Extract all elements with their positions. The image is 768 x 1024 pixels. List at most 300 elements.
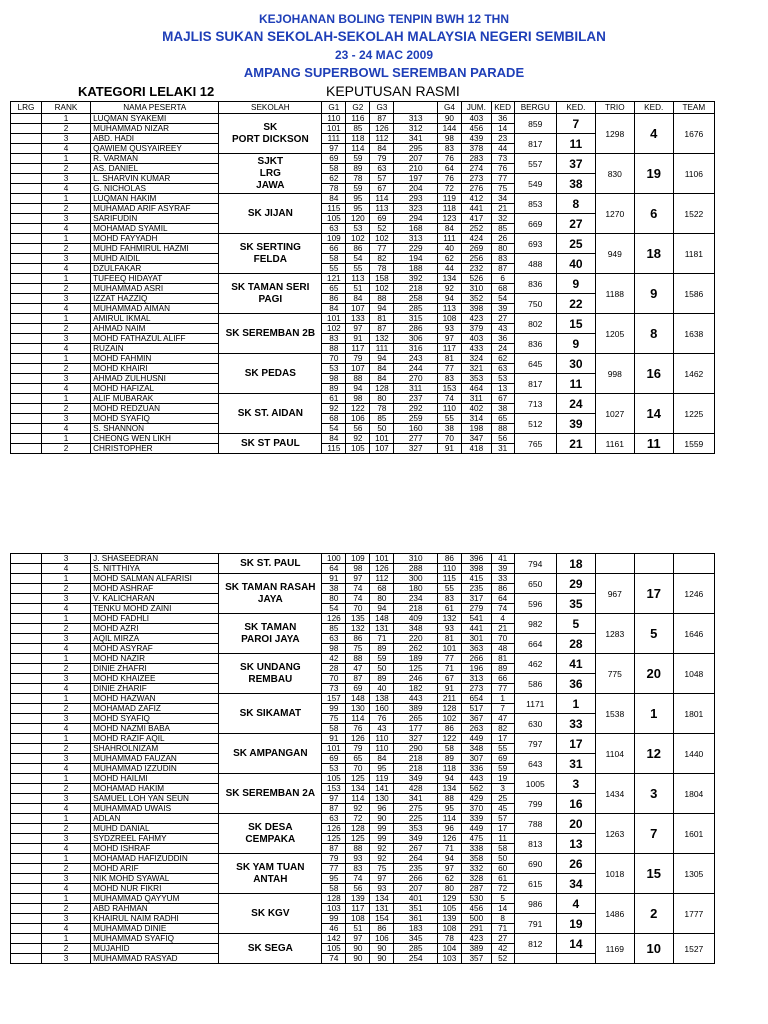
total-cell: 274 (461, 164, 491, 174)
subtotal-cell: 349 (394, 834, 437, 844)
game1-cell: 89 (322, 384, 346, 394)
total-cell: 403 (461, 114, 491, 124)
trio-rank-cell: 17 (634, 574, 673, 614)
game3-cell: 158 (370, 274, 394, 284)
game4-cell: 110 (437, 404, 461, 414)
game1-cell: 28 (322, 664, 346, 674)
player-name-cell: MUHAMMAD IZZUDIN (91, 764, 219, 774)
position-cell: 63 (491, 364, 514, 374)
game2-cell: 102 (346, 234, 370, 244)
doubles-score-cell: 817 (514, 374, 556, 394)
lane-cell (11, 654, 42, 664)
subtotal-cell: 265 (394, 714, 437, 724)
position-cell: 65 (491, 414, 514, 424)
player-name-cell: MOHD FADHLI (91, 614, 219, 624)
total-cell: 353 (461, 374, 491, 384)
school-cell: SK PEDAS (219, 354, 322, 394)
subtotal-cell: 210 (394, 164, 437, 174)
game3-cell: 160 (370, 704, 394, 714)
position-cell: 31 (491, 444, 514, 454)
doubles-score-cell: 586 (514, 674, 556, 694)
lane-cell (11, 414, 42, 424)
player-name-cell: ALIF MUBARAK (91, 394, 219, 404)
player-name-cell: MOHD FAYYADH (91, 234, 219, 244)
position-cell: 27 (491, 314, 514, 324)
game3-cell: 131 (370, 624, 394, 634)
game3-cell: 94 (370, 304, 394, 314)
game4-cell: 111 (437, 234, 461, 244)
column-header: G3 (370, 102, 394, 114)
page-break (0, 510, 768, 553)
game3-cell: 94 (370, 354, 394, 364)
rank-cell: 4 (41, 884, 90, 894)
position-cell: 36 (491, 114, 514, 124)
total-cell: 433 (461, 344, 491, 354)
game3-cell: 82 (370, 254, 394, 264)
position-cell: 77 (491, 174, 514, 184)
position-cell: 66 (491, 674, 514, 684)
player-name-cell: MUJAHID (91, 944, 219, 954)
game2-cell: 139 (346, 894, 370, 904)
subtotal-cell: 353 (394, 824, 437, 834)
subtotal-cell: 243 (394, 354, 437, 364)
game2-cell: 117 (346, 904, 370, 914)
team-score-cell: 1527 (673, 934, 714, 964)
player-name-cell: NIK MOHD SYAWAL (91, 874, 219, 884)
lane-cell (11, 764, 42, 774)
school-cell: SJKT LRG JAWA (219, 154, 322, 194)
doubles-rank-cell: 4 (556, 894, 595, 914)
lane-cell (11, 634, 42, 644)
game3-cell: 119 (370, 774, 394, 784)
trio-score-cell: 1434 (595, 774, 634, 814)
doubles-rank-cell: 25 (556, 234, 595, 254)
player-name-cell: DINIE ZHARIF (91, 684, 219, 694)
game3-cell: 90 (370, 944, 394, 954)
game3-cell: 43 (370, 724, 394, 734)
doubles-score-cell: 512 (514, 414, 556, 434)
game2-cell: 95 (346, 204, 370, 214)
player-name-cell: S. SHANNON (91, 424, 219, 434)
rank-cell: 3 (41, 374, 90, 384)
player-name-cell: ABD RAHMAN (91, 904, 219, 914)
total-cell: 310 (461, 284, 491, 294)
game1-cell: 125 (322, 834, 346, 844)
school-cell: SK UNDANG REMBAU (219, 654, 322, 694)
doubles-score-cell: 794 (514, 554, 556, 574)
doubles-score-cell: 669 (514, 214, 556, 234)
lane-cell (11, 884, 42, 894)
player-name-cell: AHMAD NAIM (91, 324, 219, 334)
results-table-page-2 (10, 553, 715, 1024)
game4-cell: 108 (437, 924, 461, 934)
game3-cell: 88 (370, 294, 394, 304)
rank-cell: 2 (41, 824, 90, 834)
subtotal-cell: 197 (394, 174, 437, 184)
trio-rank-cell: 9 (634, 274, 673, 314)
game1-cell: 88 (322, 344, 346, 354)
game4-cell: 94 (437, 774, 461, 784)
total-cell: 443 (461, 774, 491, 784)
school-cell: SK JIJAN (219, 194, 322, 234)
game3-cell: 50 (370, 424, 394, 434)
player-name-cell: MUHAMMAD FAUZAN (91, 754, 219, 764)
lane-cell (11, 124, 42, 134)
doubles-score-cell: 713 (514, 394, 556, 414)
lane-cell (11, 554, 42, 564)
game1-cell: 97 (322, 144, 346, 154)
doubles-rank-cell: 16 (556, 794, 595, 814)
game2-cell: 95 (346, 194, 370, 204)
game4-cell: 128 (437, 704, 461, 714)
doubles-score-cell: 765 (514, 434, 556, 454)
lane-cell (11, 214, 42, 224)
trio-rank-cell (634, 554, 673, 574)
game3-cell: 110 (370, 744, 394, 754)
doubles-score-cell: 643 (514, 754, 556, 774)
game1-cell: 105 (322, 774, 346, 784)
game3-cell: 40 (370, 684, 394, 694)
game1-cell: 78 (322, 184, 346, 194)
game4-cell: 61 (437, 604, 461, 614)
lane-cell (11, 724, 42, 734)
rank-cell: 2 (41, 864, 90, 874)
game3-cell: 113 (370, 204, 394, 214)
game3-cell: 87 (370, 324, 394, 334)
game3-cell: 94 (370, 604, 394, 614)
player-name-cell: MOHD KHAIZEE (91, 674, 219, 684)
game2-cell: 54 (346, 254, 370, 264)
game1-cell: 75 (322, 714, 346, 724)
trio-rank-cell: 20 (634, 654, 673, 694)
lane-cell (11, 674, 42, 684)
total-cell: 314 (461, 414, 491, 424)
position-cell: 21 (491, 624, 514, 634)
player-name-cell: MOHD NUR FIKRI (91, 884, 219, 894)
team-score-cell: 1676 (673, 114, 714, 154)
game1-cell: 77 (322, 864, 346, 874)
trio-score-cell: 1486 (595, 894, 634, 934)
trio-score-cell: 1538 (595, 694, 634, 734)
subtotal-cell: 168 (394, 224, 437, 234)
subtotal-cell: 285 (394, 304, 437, 314)
subtotal-cell: 194 (394, 254, 437, 264)
trio-score-cell: 1027 (595, 394, 634, 434)
game4-cell: 98 (437, 134, 461, 144)
game4-cell: 93 (437, 624, 461, 634)
total-cell: 317 (461, 594, 491, 604)
player-name-cell: MUHD FAHMIRUL HAZMI (91, 244, 219, 254)
game1-cell: 91 (322, 574, 346, 584)
total-cell: 291 (461, 924, 491, 934)
position-cell: 41 (491, 554, 514, 564)
subtotal-cell: 182 (394, 684, 437, 694)
team-score-cell: 1559 (673, 434, 714, 454)
game4-cell: 134 (437, 784, 461, 794)
position-cell: 23 (491, 134, 514, 144)
lane-cell (11, 874, 42, 884)
game2-cell: 97 (346, 574, 370, 584)
game3-cell: 78 (370, 404, 394, 414)
rank-cell: 1 (41, 114, 90, 124)
game2-cell: 74 (346, 594, 370, 604)
total-cell: 541 (461, 614, 491, 624)
lane-cell (11, 744, 42, 754)
column-header: KED. (556, 102, 595, 114)
player-name-cell: MUHAMAD ARIF ASYRAF (91, 204, 219, 214)
game1-cell: 153 (322, 784, 346, 794)
position-cell: 33 (491, 574, 514, 584)
position-cell: 76 (491, 164, 514, 174)
game3-cell: 126 (370, 564, 394, 574)
doubles-rank-cell: 9 (556, 334, 595, 354)
subtotal-cell: 295 (394, 144, 437, 154)
subtotal-cell: 351 (394, 904, 437, 914)
total-cell: 269 (461, 244, 491, 254)
subtotal-cell: 125 (394, 664, 437, 674)
game3-cell: 57 (370, 174, 394, 184)
doubles-rank-cell: 7 (556, 114, 595, 134)
game2-cell: 53 (346, 224, 370, 234)
position-cell: 83 (491, 254, 514, 264)
rank-cell: 4 (41, 644, 90, 654)
game3-cell: 78 (370, 264, 394, 274)
trio-rank-cell: 19 (634, 154, 673, 194)
game4-cell: 83 (437, 374, 461, 384)
total-cell: 357 (461, 954, 491, 964)
trio-rank-cell: 7 (634, 814, 673, 854)
total-cell: 418 (461, 444, 491, 454)
column-header (394, 102, 437, 114)
game4-cell: 144 (437, 124, 461, 134)
player-name-cell: IZZAT HAZZIQ (91, 294, 219, 304)
lane-cell (11, 264, 42, 274)
trio-rank-cell: 11 (634, 434, 673, 454)
subtotal-cell: 244 (394, 364, 437, 374)
game1-cell: 63 (322, 814, 346, 824)
total-cell: 358 (461, 854, 491, 864)
game3-cell: 76 (370, 714, 394, 724)
subtotal-cell: 218 (394, 764, 437, 774)
lane-cell (11, 944, 42, 954)
position-cell: 42 (491, 944, 514, 954)
subtotal-cell: 258 (394, 294, 437, 304)
total-cell: 398 (461, 564, 491, 574)
doubles-rank-cell: 5 (556, 614, 595, 634)
total-cell: 287 (461, 884, 491, 894)
game2-cell: 65 (346, 754, 370, 764)
player-name-cell: MOHD AZRI (91, 624, 219, 634)
game2-cell: 91 (346, 334, 370, 344)
rank-cell: 4 (41, 604, 90, 614)
column-header: SEKOLAH (219, 102, 322, 114)
position-cell: 1 (491, 694, 514, 704)
total-cell: 363 (461, 644, 491, 654)
lane-cell (11, 164, 42, 174)
doubles-rank-cell: 17 (556, 734, 595, 754)
lane-cell (11, 614, 42, 624)
doubles-score-cell: 853 (514, 194, 556, 214)
column-header: TRIO (595, 102, 634, 114)
rank-cell: 1 (41, 354, 90, 364)
game1-cell: 102 (322, 324, 346, 334)
rank-cell: 4 (41, 344, 90, 354)
game4-cell: 55 (437, 584, 461, 594)
game3-cell: 90 (370, 954, 394, 964)
rank-cell: 2 (41, 164, 90, 174)
game2-cell: 55 (346, 264, 370, 274)
lane-cell (11, 384, 42, 394)
team-score-cell: 1777 (673, 894, 714, 934)
lane-cell (11, 824, 42, 834)
doubles-score-cell: 645 (514, 354, 556, 374)
game2-cell: 130 (346, 704, 370, 714)
position-cell: 38 (491, 404, 514, 414)
rank-cell: 4 (41, 224, 90, 234)
game3-cell: 106 (370, 934, 394, 944)
game4-cell: 72 (437, 184, 461, 194)
lane-cell (11, 854, 42, 864)
game4-cell: 91 (437, 684, 461, 694)
rank-cell: 1 (41, 934, 90, 944)
total-cell: 429 (461, 794, 491, 804)
trio-score-cell: 1188 (595, 274, 634, 314)
position-cell: 27 (491, 934, 514, 944)
player-name-cell: MUHD DANIAL (91, 824, 219, 834)
game4-cell: 76 (437, 154, 461, 164)
rank-cell: 1 (41, 774, 90, 784)
subtotal-cell: 300 (394, 574, 437, 584)
game4-cell: 67 (437, 674, 461, 684)
game2-cell: 92 (346, 434, 370, 444)
game2-cell: 94 (346, 384, 370, 394)
position-cell: 81 (491, 654, 514, 664)
game4-cell: 108 (437, 314, 461, 324)
column-header: G2 (346, 102, 370, 114)
tournament-title: KEJOHANAN BOLING TENPIN BWH 12 THN (258, 12, 509, 26)
game1-cell: 62 (322, 174, 346, 184)
doubles-rank-cell: 1 (556, 694, 595, 714)
column-header: LRG (11, 102, 42, 114)
game4-cell: 139 (437, 914, 461, 924)
player-name-cell: ADLAN (91, 814, 219, 824)
rank-cell: 3 (41, 874, 90, 884)
school-cell: SK SIKAMAT (219, 694, 322, 734)
game3-cell: 112 (370, 574, 394, 584)
rank-cell: 1 (41, 314, 90, 324)
lane-cell (11, 444, 42, 454)
game3-cell: 85 (370, 414, 394, 424)
lane-cell (11, 894, 42, 904)
game1-cell: 111 (322, 134, 346, 144)
game1-cell: 66 (322, 244, 346, 254)
trio-score-cell: 1018 (595, 854, 634, 894)
subtotal-cell: 204 (394, 184, 437, 194)
lane-cell (11, 244, 42, 254)
game2-cell: 117 (346, 344, 370, 354)
table-row (11, 554, 715, 564)
total-cell: 424 (461, 234, 491, 244)
rank-cell: 3 (41, 594, 90, 604)
player-name-cell: MUHD AIDIL (91, 254, 219, 264)
trio-rank-cell: 6 (634, 194, 673, 234)
doubles-rank-cell: 20 (556, 814, 595, 834)
total-cell: 336 (461, 764, 491, 774)
player-name-cell: V. KALICHARAN (91, 594, 219, 604)
doubles-rank-cell: 11 (556, 374, 595, 394)
game3-cell: 81 (370, 314, 394, 324)
game4-cell: 40 (437, 244, 461, 254)
subtotal-cell: 293 (394, 194, 437, 204)
game1-cell: 95 (322, 874, 346, 884)
position-cell: 73 (491, 154, 514, 164)
game3-cell: 148 (370, 614, 394, 624)
lane-cell (11, 274, 42, 284)
game1-cell: 46 (322, 924, 346, 934)
doubles-score-cell: 836 (514, 274, 556, 294)
game3-cell: 80 (370, 594, 394, 604)
game2-cell: 148 (346, 694, 370, 704)
game4-cell: 117 (437, 344, 461, 354)
game2-cell: 88 (346, 374, 370, 384)
team-score-cell: 1638 (673, 314, 714, 354)
subtotal-cell: 277 (394, 434, 437, 444)
game4-cell: 95 (437, 804, 461, 814)
position-cell: 68 (491, 284, 514, 294)
game2-cell: 118 (346, 134, 370, 144)
total-cell: 439 (461, 134, 491, 144)
game3-cell: 59 (370, 654, 394, 664)
rank-cell: 3 (41, 174, 90, 184)
rank-cell: 4 (41, 264, 90, 274)
game1-cell: 55 (322, 264, 346, 274)
position-cell: 82 (491, 724, 514, 734)
trio-rank-cell: 8 (634, 314, 673, 354)
results-table (10, 101, 715, 454)
game2-cell: 93 (346, 854, 370, 864)
player-name-cell: MOHD KHAIRI (91, 364, 219, 374)
total-cell: 449 (461, 824, 491, 834)
game2-cell: 78 (346, 174, 370, 184)
game3-cell: 69 (370, 214, 394, 224)
trio-rank-cell: 4 (634, 114, 673, 154)
total-cell: 232 (461, 264, 491, 274)
doubles-rank-cell: 21 (556, 434, 595, 454)
player-name-cell: TUFEEQ HIDAYAT (91, 274, 219, 284)
game1-cell: 63 (322, 224, 346, 234)
game4-cell: 134 (437, 274, 461, 284)
player-name-cell: MOHAMAD HAKIM (91, 784, 219, 794)
player-name-cell: LUQMAN SYAKEMI (91, 114, 219, 124)
position-cell: 72 (491, 884, 514, 894)
game1-cell: 70 (322, 354, 346, 364)
position-cell: 7 (491, 704, 514, 714)
total-cell: 403 (461, 334, 491, 344)
team-score-cell: 1305 (673, 854, 714, 894)
rank-cell: 3 (41, 794, 90, 804)
doubles-rank-cell: 14 (556, 934, 595, 954)
game4-cell: 123 (437, 214, 461, 224)
game2-cell: 98 (346, 564, 370, 574)
game3-cell: 110 (370, 734, 394, 744)
doubles-score-cell: 799 (514, 794, 556, 814)
total-cell: 324 (461, 354, 491, 364)
doubles-rank-cell: 15 (556, 314, 595, 334)
total-cell: 263 (461, 724, 491, 734)
total-cell: 252 (461, 224, 491, 234)
game2-cell: 47 (346, 664, 370, 674)
lane-cell (11, 424, 42, 434)
